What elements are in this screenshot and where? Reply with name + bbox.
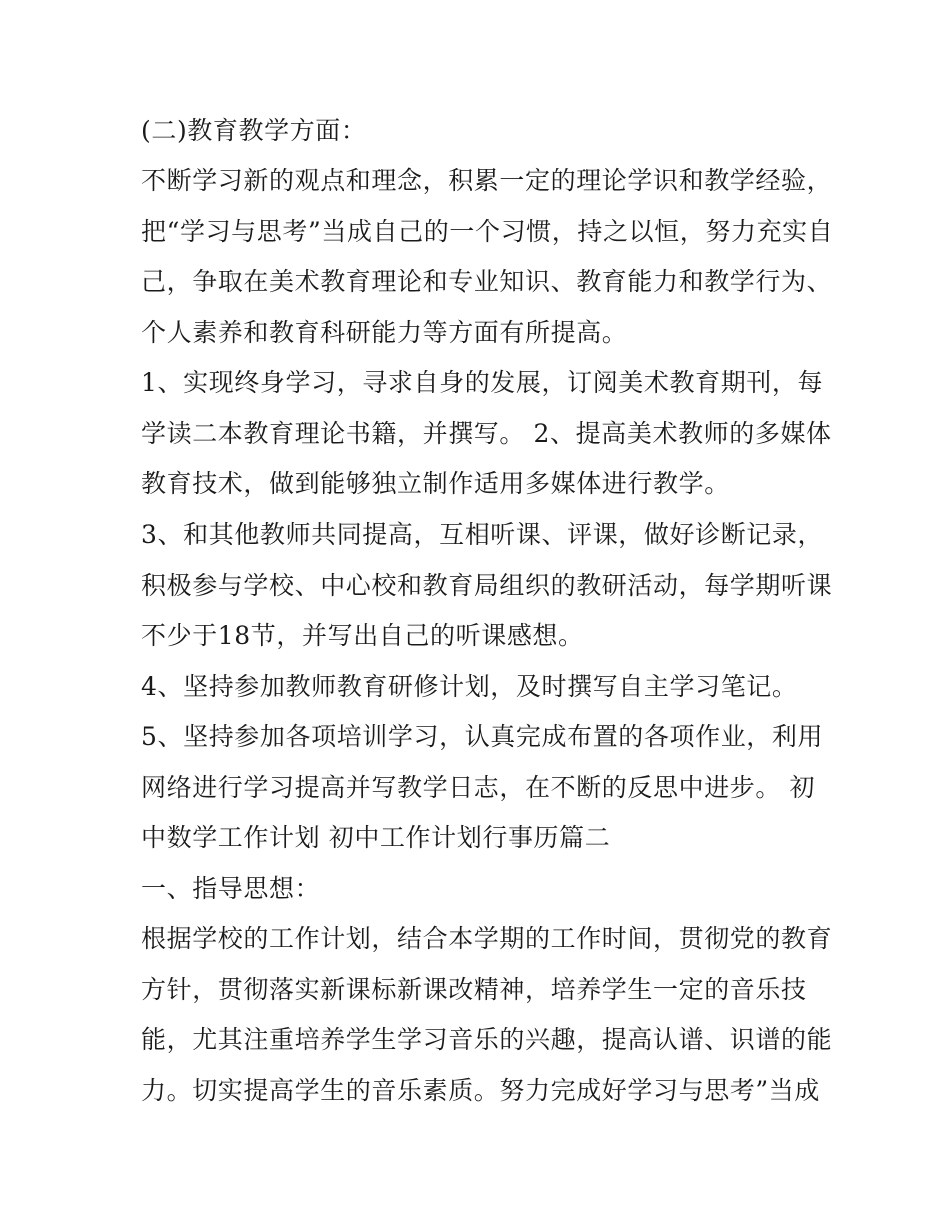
paragraph-line: 不断学习新的观点和理念，积累一定的理论学识和教学经验，: [141, 166, 833, 195]
paragraph-line: 能，尤其注重培养学生学习音乐的兴趣，提高认谱、识谱的能: [141, 1025, 833, 1054]
paragraph-line: 教育技术，做到能够独立制作适用多媒体进行教学。: [141, 469, 730, 498]
paragraph-line: 网络进行学习提高并写教学日志，在不断的反思中进步。 初: [141, 773, 816, 802]
section-heading-education: (二)教育教学方面：: [141, 116, 367, 145]
paragraph-line: 根据学校的工作计划，结合本学期的工作时间，贯彻党的教育: [141, 924, 833, 953]
paragraph-line: 积极参与学校、中心校和教育局组织的教研活动，每学期听课: [141, 571, 833, 600]
paragraph-line: 个人素养和教育科研能力等方面有所提高。: [141, 318, 628, 347]
paragraph-line: 方针，贯彻落实新课标新课改精神，培养学生一定的音乐技: [141, 975, 807, 1004]
paragraph-line: 力。切实提高学生的音乐素质。努力完成好学习与思考”当成: [141, 1076, 820, 1105]
list-item-3: 3、和其他教师共同提高，互相听课、评课，做好诊断记录，: [141, 520, 824, 549]
paragraph-line: 把“学习与思考”当成自己的一个习惯，持之以恒，努力充实自: [141, 217, 834, 246]
section-heading-guiding-thought: 一、指导思想：: [141, 874, 321, 903]
paragraph-line: 学读二本教育理论书籍，并撰写。 2、提高美术教师的多媒体: [141, 419, 832, 448]
list-item-1: 1、实现终身学习，寻求自身的发展，订阅美术教育期刊，每: [141, 368, 824, 397]
list-item-4: 4、坚持参加教师教育研修计划，及时撰写自主学习笔记。: [141, 672, 798, 701]
list-item-5: 5、坚持参加各项培训学习，认真完成布置的各项作业，利用: [141, 722, 824, 751]
paragraph-line: 己，争取在美术教育理论和专业知识、教育能力和教学行为、: [141, 267, 833, 296]
paragraph-line: 不少于18节，并写出自己的听课感想。: [141, 621, 584, 650]
paragraph-line: 中数学工作计划 初中工作计划行事历篇二: [141, 823, 611, 852]
